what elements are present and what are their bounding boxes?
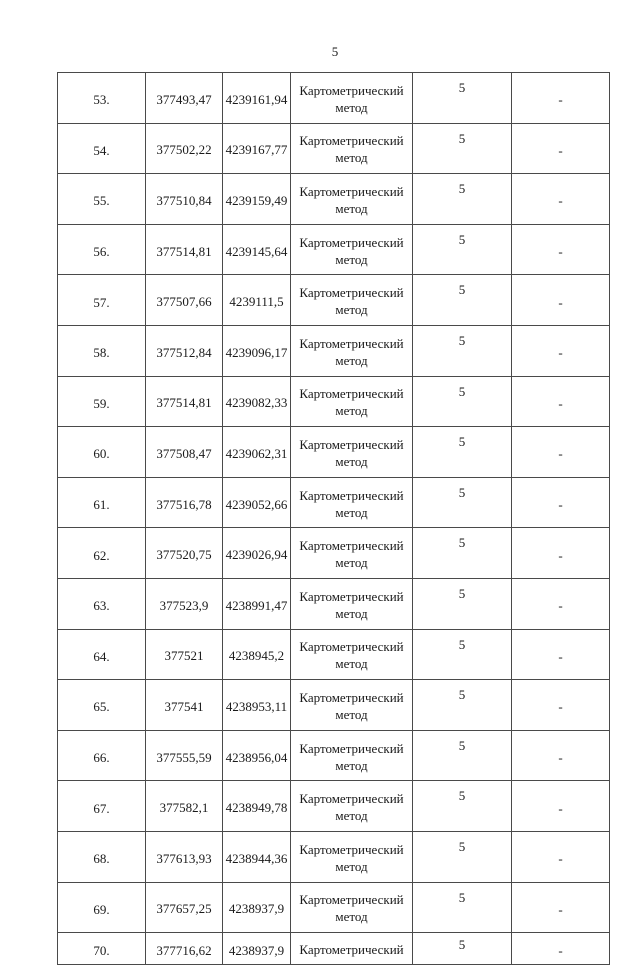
method-text: Картометрический: [299, 740, 404, 756]
table-row: [58, 123, 610, 174]
table-row: [58, 528, 610, 579]
note-cell: -: [512, 427, 610, 478]
note-cell: -: [512, 224, 610, 275]
point-number-cell: 55.: [58, 174, 146, 225]
method-cell: [291, 174, 413, 225]
accuracy-cell: 5: [413, 781, 512, 832]
x-coordinate-cell: 377555,59: [146, 730, 223, 781]
method-cell: [291, 882, 413, 933]
x-coordinate-cell: 377512,84: [146, 325, 223, 376]
y-coordinate-cell: 4238937,9: [223, 882, 291, 933]
method-text: Картометрический: [299, 588, 404, 604]
table-row: [58, 781, 610, 832]
accuracy-cell: 5: [413, 629, 512, 680]
point-number-cell: 70.: [58, 933, 146, 965]
method-text: Картометрический: [299, 335, 404, 351]
method-text: Картометрический: [299, 538, 404, 554]
x-coordinate-cell: 377507,66: [146, 275, 223, 326]
x-coordinate-cell: 377502,22: [146, 123, 223, 174]
point-number-cell: 65.: [58, 680, 146, 731]
y-coordinate-cell: 4239145,64: [223, 224, 291, 275]
point-number-cell: 59.: [58, 376, 146, 427]
table-row: [58, 174, 610, 225]
x-coordinate-cell: 377716,62: [146, 933, 223, 965]
accuracy-cell: 5: [413, 680, 512, 731]
accuracy-cell: 5: [413, 427, 512, 478]
x-coordinate-cell: 377520,75: [146, 528, 223, 579]
method-text: метод: [335, 757, 368, 773]
note-cell: -: [512, 123, 610, 174]
method-text: метод: [335, 555, 368, 571]
table-row: [58, 730, 610, 781]
method-text: Картометрический: [299, 487, 404, 503]
y-coordinate-cell: 4238953,11: [223, 680, 291, 731]
accuracy-cell: 5: [413, 882, 512, 933]
y-coordinate-cell: 4238991,47: [223, 578, 291, 629]
method-cell: [291, 376, 413, 427]
method-cell: [291, 831, 413, 882]
note-cell: -: [512, 325, 610, 376]
y-coordinate-cell: 4239026,94: [223, 528, 291, 579]
method-cell: [291, 123, 413, 174]
method-text: Картометрический: [299, 183, 404, 199]
point-number-cell: 57.: [58, 275, 146, 326]
x-coordinate-cell: 377493,47: [146, 73, 223, 124]
y-coordinate-cell: 4238937,9: [223, 933, 291, 965]
method-text: Картометрический: [299, 133, 404, 149]
table-row: [58, 882, 610, 933]
table-row: [58, 376, 610, 427]
method-text: Картометрический: [299, 436, 404, 452]
note-cell: -: [512, 73, 610, 124]
accuracy-cell: 5: [413, 831, 512, 882]
method-cell: [291, 275, 413, 326]
note-cell: -: [512, 174, 610, 225]
note-cell: -: [512, 831, 610, 882]
accuracy-cell: 5: [413, 933, 512, 965]
table-row: [58, 831, 610, 882]
method-text: метод: [335, 352, 368, 368]
method-text: метод: [335, 656, 368, 672]
accuracy-cell: 5: [413, 275, 512, 326]
point-number-cell: 56.: [58, 224, 146, 275]
accuracy-cell: 5: [413, 73, 512, 124]
point-number-cell: 60.: [58, 427, 146, 478]
method-cell: [291, 781, 413, 832]
table-row: [58, 933, 610, 965]
note-cell: -: [512, 781, 610, 832]
table-row: [58, 224, 610, 275]
table-row: [58, 427, 610, 478]
note-cell: -: [512, 933, 610, 965]
method-cell: [291, 325, 413, 376]
method-text: Картометрический: [299, 892, 404, 908]
y-coordinate-cell: 4238944,36: [223, 831, 291, 882]
method-text: Картометрический: [299, 841, 404, 857]
y-coordinate-cell: 4238949,78: [223, 781, 291, 832]
page-number: 5: [331, 44, 339, 59]
accuracy-cell: 5: [413, 224, 512, 275]
table-row: [58, 680, 610, 731]
point-number-cell: 64.: [58, 629, 146, 680]
method-text: метод: [335, 99, 368, 115]
note-cell: -: [512, 882, 610, 933]
table-row: [58, 275, 610, 326]
accuracy-cell: 5: [413, 730, 512, 781]
point-number-cell: 58.: [58, 325, 146, 376]
table-row: [58, 73, 610, 124]
method-text: метод: [335, 200, 368, 216]
method-cell: [291, 578, 413, 629]
y-coordinate-cell: 4238945,2: [223, 629, 291, 680]
method-text: метод: [335, 858, 368, 874]
accuracy-cell: 5: [413, 578, 512, 629]
x-coordinate-cell: 377514,81: [146, 224, 223, 275]
y-coordinate-cell: 4239111,5: [223, 275, 291, 326]
x-coordinate-cell: 377516,78: [146, 477, 223, 528]
method-text: метод: [335, 453, 368, 469]
method-text: метод: [335, 504, 368, 520]
accuracy-cell: 5: [413, 376, 512, 427]
method-cell: [291, 224, 413, 275]
method-text: Картометрический: [299, 791, 404, 807]
point-number-cell: 68.: [58, 831, 146, 882]
x-coordinate-cell: 377541: [146, 680, 223, 731]
method-text: метод: [335, 605, 368, 621]
method-text: Картометрический: [299, 285, 404, 301]
point-number-cell: 63.: [58, 578, 146, 629]
point-number-cell: 62.: [58, 528, 146, 579]
method-cell: [291, 629, 413, 680]
method-cell: [291, 477, 413, 528]
point-number-cell: 53.: [58, 73, 146, 124]
point-number-cell: 54.: [58, 123, 146, 174]
note-cell: -: [512, 477, 610, 528]
method-text: метод: [335, 706, 368, 722]
point-number-cell: 67.: [58, 781, 146, 832]
table-row: [58, 578, 610, 629]
note-cell: -: [512, 578, 610, 629]
method-cell: [291, 73, 413, 124]
method-cell: [291, 730, 413, 781]
table-row: [58, 325, 610, 376]
accuracy-cell: 5: [413, 528, 512, 579]
y-coordinate-cell: 4239159,49: [223, 174, 291, 225]
method-text: Картометрический: [299, 942, 404, 958]
accuracy-cell: 5: [413, 123, 512, 174]
note-cell: -: [512, 730, 610, 781]
y-coordinate-cell: 4239161,94: [223, 73, 291, 124]
method-text: метод: [335, 150, 368, 166]
method-text: метод: [335, 808, 368, 824]
accuracy-cell: 5: [413, 325, 512, 376]
note-cell: -: [512, 376, 610, 427]
point-number-cell: 61.: [58, 477, 146, 528]
x-coordinate-cell: 377657,25: [146, 882, 223, 933]
coordinates-table: [57, 72, 610, 965]
note-cell: -: [512, 528, 610, 579]
x-coordinate-cell: 377510,84: [146, 174, 223, 225]
method-text: Картометрический: [299, 386, 404, 402]
accuracy-cell: 5: [413, 477, 512, 528]
x-coordinate-cell: 377508,47: [146, 427, 223, 478]
method-cell: [291, 427, 413, 478]
table-row: [58, 629, 610, 680]
method-text: метод: [335, 251, 368, 267]
method-text: метод: [335, 302, 368, 318]
note-cell: -: [512, 629, 610, 680]
x-coordinate-cell: 377514,81: [146, 376, 223, 427]
note-cell: -: [512, 680, 610, 731]
note-cell: -: [512, 275, 610, 326]
method-text: Картометрический: [299, 82, 404, 98]
method-cell: [291, 933, 413, 965]
method-cell: [291, 528, 413, 579]
x-coordinate-cell: 377521: [146, 629, 223, 680]
point-number-cell: 69.: [58, 882, 146, 933]
point-number-cell: 66.: [58, 730, 146, 781]
x-coordinate-cell: 377582,1: [146, 781, 223, 832]
y-coordinate-cell: 4239052,66: [223, 477, 291, 528]
method-cell: [291, 680, 413, 731]
method-text: Картометрический: [299, 689, 404, 705]
method-text: метод: [335, 909, 368, 925]
y-coordinate-cell: 4238956,04: [223, 730, 291, 781]
y-coordinate-cell: 4239062,31: [223, 427, 291, 478]
y-coordinate-cell: 4239082,33: [223, 376, 291, 427]
table-body: [58, 73, 610, 965]
y-coordinate-cell: 4239167,77: [223, 123, 291, 174]
method-text: Картометрический: [299, 639, 404, 655]
x-coordinate-cell: 377523,9: [146, 578, 223, 629]
accuracy-cell: 5: [413, 174, 512, 225]
table-row: [58, 477, 610, 528]
y-coordinate-cell: 4239096,17: [223, 325, 291, 376]
method-text: Картометрический: [299, 234, 404, 250]
x-coordinate-cell: 377613,93: [146, 831, 223, 882]
method-text: метод: [335, 403, 368, 419]
